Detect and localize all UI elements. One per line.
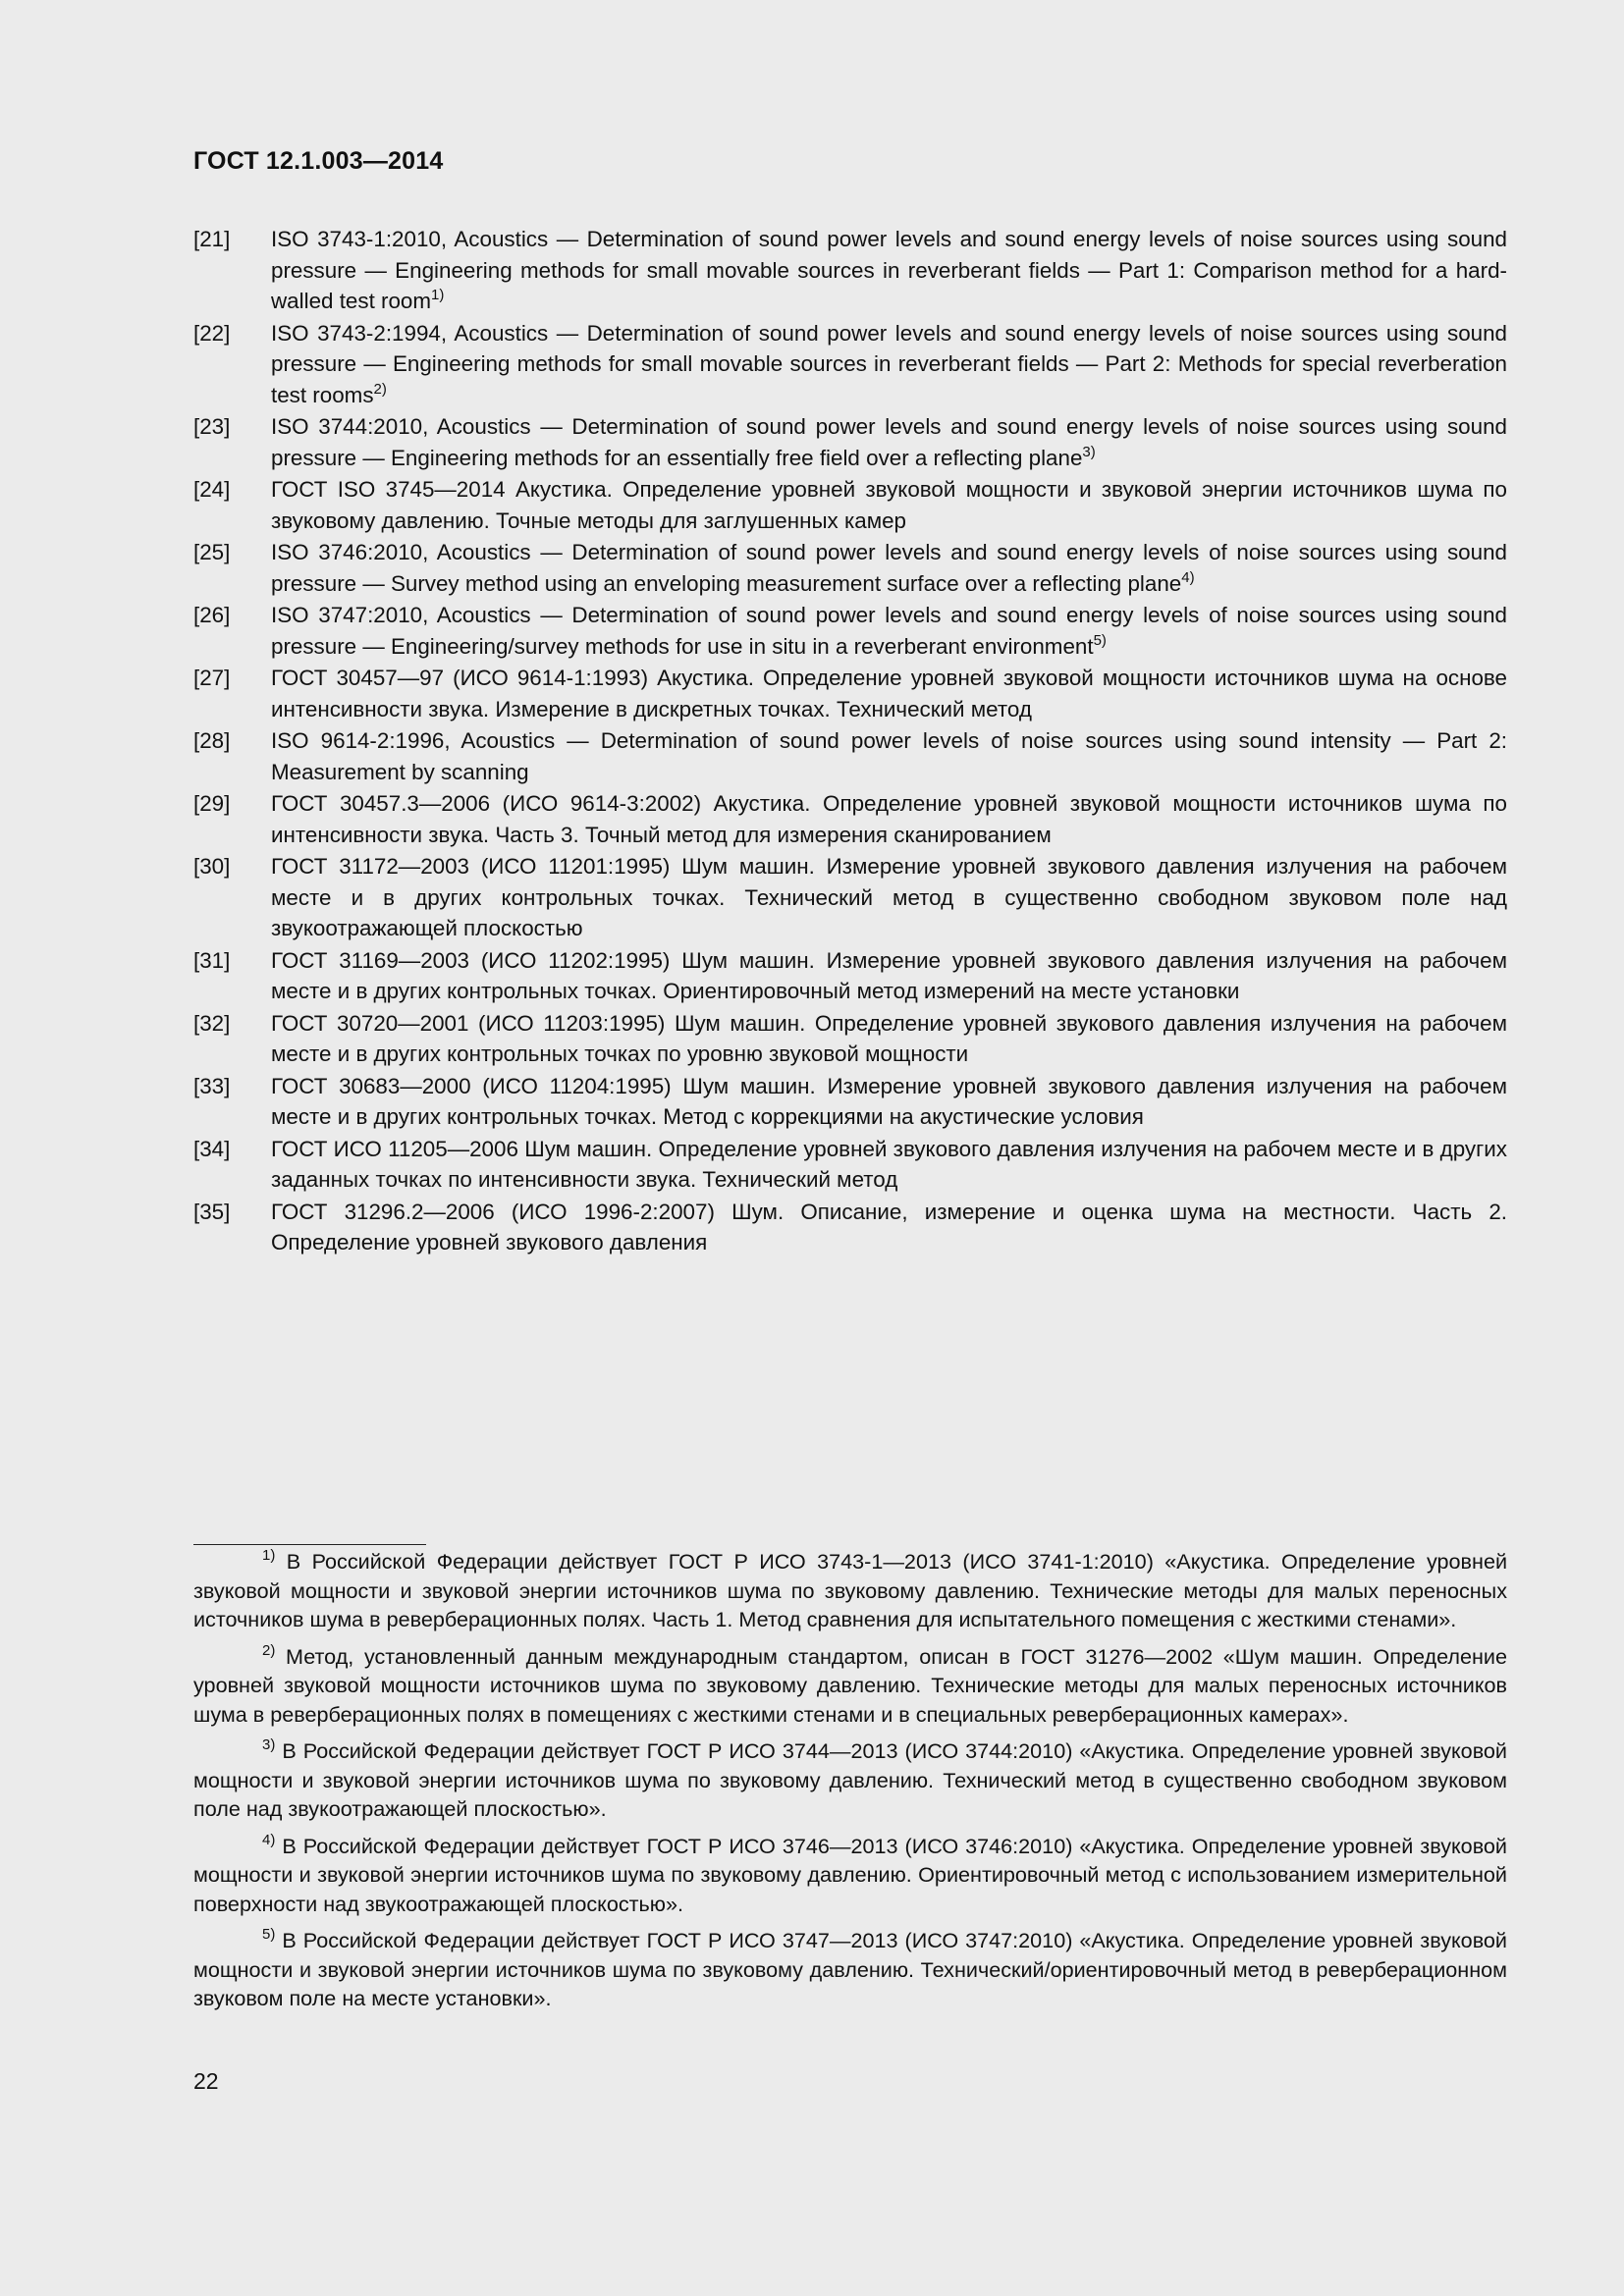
reference-number: [25] [193, 540, 231, 564]
reference-item [193, 788, 1507, 850]
footnote-marker: 5) [1093, 631, 1107, 649]
reference-item [193, 1197, 1507, 1258]
reference-text: ГОСТ 30457.3—2006 (ИСО 9614-3:2002) Акустика. Определение уровней звуковой мощности источников шума по интенсивности звука. Часть 3. Точный метод для измерения сканированием [271, 791, 1507, 847]
footnote-mark: 5) [262, 1926, 276, 1943]
reference-number: [29] [193, 791, 231, 816]
footnote [193, 1642, 1507, 1730]
footnote [193, 1832, 1507, 1919]
reference-number: [21] [193, 227, 231, 251]
footnote-text: В Российской Федерации действует ГОСТ Р ИСО 3743-1—2013 (ИСО 3741-1:2010) «Акустика. Определение уровней звуковой мощности и звуковой энергии источников шума по звуковому давлению. Технические методы для малых переносных источников шума в реверберационных полях. Часть 1. Метод сравнения для испытательного помещения с жесткими стенами». [193, 1549, 1508, 1631]
reference-text: ГОСТ 30683—2000 (ИСО 11204:1995) Шум машин. Измерение уровней звукового давления излучения на рабочем месте и в других контрольных точках. Метод с коррекциями на акустические условия [271, 1073, 1507, 1129]
footnote [193, 1736, 1507, 1824]
reference-item [193, 411, 1507, 473]
reference-text: ГОСТ 30720—2001 (ИСО 11203:1995) Шум машин. Определение уровней звукового давления излучения на рабочем месте и в других контрольных точках по уровню звуковой мощности [271, 1010, 1507, 1066]
reference-text: ISO 3747:2010, Acoustics — Determination of sound power levels and sound energy levels of noise sources using sound pressure — Engineering/survey methods for use in situ in a reverberant environment [271, 603, 1507, 659]
reference-number: [28] [193, 728, 231, 753]
reference-item [193, 725, 1507, 787]
page-number: 22 [193, 2068, 219, 2094]
footnote-marker: 3) [1082, 443, 1096, 460]
footnote-mark: 4) [262, 1831, 276, 1848]
reference-text: ГОСТ 31296.2—2006 (ИСО 1996-2:2007) Шум. Описание, измерение и оценка шума на местности. Часть 2. Определение уровней звукового давления [271, 1199, 1507, 1255]
reference-text: ISO 3743-1:2010, Acoustics — Determination of sound power levels and sound energy levels of noise sources using sound pressure — Engineering methods for small movable sources in reverberant fields — Part 1: Comparison method for a hard-walled test room [271, 227, 1507, 313]
reference-number: [32] [193, 1010, 231, 1036]
footnote-text: В Российской Федерации действует ГОСТ Р ИСО 3747—2013 (ИСО 3747:2010) «Акустика. Определение уровней звуковой мощности и звуковой энергии источников шума по звуковому давлению. Технический/ориентировочный метод в реверберационном звуковом поле на месте установки». [193, 1928, 1507, 2010]
reference-item [193, 224, 1507, 317]
reference-item [193, 1134, 1507, 1196]
reference-item [193, 318, 1507, 411]
reference-text: ISO 3744:2010, Acoustics — Determination of sound power levels and sound energy levels of noise sources using sound pressure — Engineering methods for an essentially free field over a reflecting plane [271, 414, 1507, 470]
reference-item [193, 945, 1507, 1007]
footnote [193, 1547, 1507, 1634]
reference-text: ГОСТ ИСО 11205—2006 Шум машин. Определение уровней звукового давления излучения на рабочем месте и в других заданных точках по интенсивности звука. Технический метод [271, 1136, 1507, 1192]
reference-item [193, 537, 1507, 599]
reference-number: [31] [193, 947, 231, 973]
footnote-mark: 1) [262, 1547, 276, 1564]
reference-number: [34] [193, 1136, 231, 1161]
reference-text: ГОСТ 30457—97 (ИСО 9614-1:1993) Акустика. Определение уровней звуковой мощности источников шума на основе интенсивности звука. Измерение в дискретных точках. Технический метод [271, 666, 1507, 721]
reference-item [193, 1008, 1507, 1070]
reference-text: ГОСТ ISO 3745—2014 Акустика. Определение уровней звуковой мощности и звуковой энергии источников шума по звуковому давлению. Точные методы для заглушенных камер [271, 477, 1507, 533]
reference-text: ISO 9614-2:1996, Acoustics — Determination of sound power levels of noise sources using sound intensity — Part 2: Measurement by scanning [271, 728, 1507, 784]
reference-list [193, 224, 1507, 1259]
reference-text: ГОСТ 31172—2003 (ИСО 11201:1995) Шум машин. Измерение уровней звукового давления излучения на рабочем месте и в других контрольных точках. Технический метод в существенно свободном звуковом поле над звукоотражающей плоскостью [271, 854, 1507, 940]
footnote-divider [193, 1544, 426, 1545]
reference-number: [27] [193, 666, 231, 690]
footnote-mark: 2) [262, 1641, 276, 1659]
reference-item [193, 474, 1507, 536]
footnote-marker: 2) [373, 380, 387, 398]
footnote-text: В Российской Федерации действует ГОСТ Р ИСО 3746—2013 (ИСО 3746:2010) «Акустика. Определение уровней звуковой мощности и звуковой энергии источников шума по звуковому давлению. Ориентировочный метод с использованием измерительной поверхности над звукоотражающей плоскостью». [193, 1833, 1507, 1916]
footnote-marker: 4) [1181, 568, 1195, 586]
reference-number: [23] [193, 414, 231, 439]
footnote-text: Метод, установленный данным международным стандартом, описан в ГОСТ 31276—2002 «Шум машин. Определение уровней звуковой мощности источников шума по звуковому давлению. Технические методы для малых переносных источников шума в реверберационных полях в помещениях с жесткими стенами и в специальных реверберационных камерах». [193, 1643, 1507, 1727]
reference-item [193, 663, 1507, 724]
reference-number: [26] [193, 603, 231, 627]
reference-number: [30] [193, 854, 231, 879]
reference-item [193, 600, 1507, 662]
document-header: ГОСТ 12.1.003—2014 [193, 147, 444, 175]
footnote-mark: 3) [262, 1736, 276, 1753]
reference-item [193, 851, 1507, 944]
reference-number: [24] [193, 477, 231, 502]
footnote-marker: 1) [431, 287, 445, 303]
reference-number: [22] [193, 320, 231, 346]
reference-number: [33] [193, 1073, 231, 1098]
reference-text: ISO 3746:2010, Acoustics — Determination of sound power levels and sound energy levels of noise sources using sound pressure — Survey method using an enveloping measurement surface over a reflecting plane [271, 540, 1507, 596]
reference-item [193, 1071, 1507, 1133]
reference-text: ГОСТ 31169—2003 (ИСО 11202:1995) Шум машин. Измерение уровней звукового давления излучения на рабочем месте и в других контрольных точках. Ориентировочный метод измерений на месте установки [271, 947, 1507, 1003]
reference-text: ISO 3743-2:1994, Acoustics — Determination of sound power levels and sound energy levels of noise sources using sound pressure — Engineering methods for small movable sources in reverberant fields — Part 2: Methods for special reverberation test rooms [271, 320, 1507, 407]
footnotes-section [193, 1547, 1507, 2021]
footnote [193, 1926, 1507, 2013]
reference-number: [35] [193, 1199, 231, 1224]
footnote-text: В Российской Федерации действует ГОСТ Р ИСО 3744—2013 (ИСО 3744:2010) «Акустика. Определение уровней звуковой мощности и звуковой энергии источников шума по звуковому давлению. Технический метод в существенно свободном звуковом поле над звукоотражающей плоскостью». [193, 1738, 1507, 1821]
